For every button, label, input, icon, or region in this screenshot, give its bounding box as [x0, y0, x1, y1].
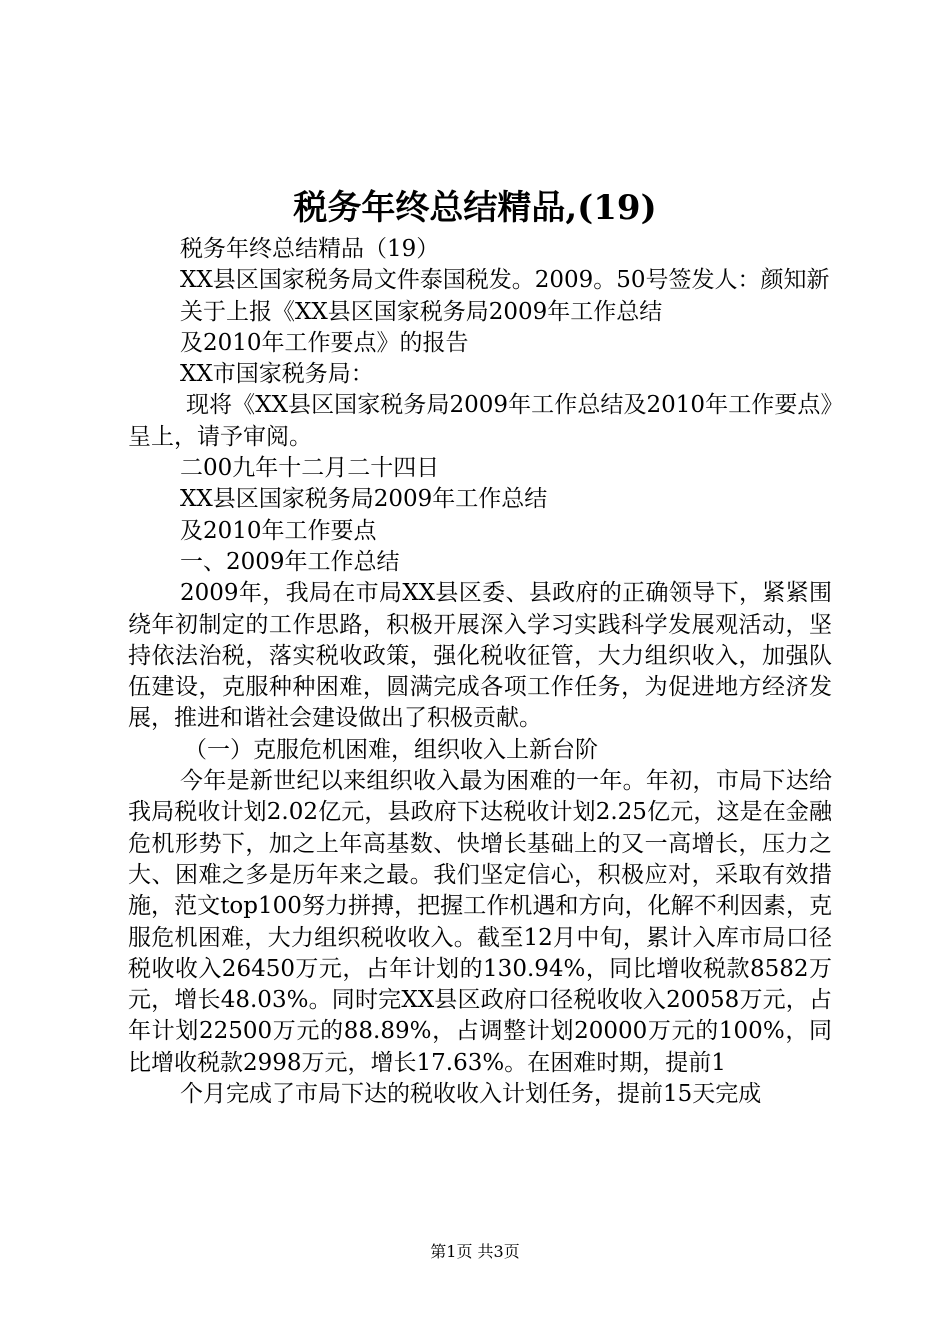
paragraph-summary-title-line2: 及2010年工作要点 [180, 517, 377, 544]
paragraph-section-heading: 一、2009年工作总结 [180, 548, 400, 575]
paragraph-report-title-line1: 关于上报《XX县区国家税务局2009年工作总结 [180, 298, 663, 325]
paragraph-summary-title-line1: XX县区国家税务局2009年工作总结 [180, 486, 548, 513]
page-footer: 第1页 共3页 [430, 1242, 520, 1261]
paragraph-subtitle: 税务年终总结精品（19） [180, 236, 440, 262]
paragraph-submission: 现将《XX县区国家税务局2009年工作总结及2010年工作要点》呈上，请予审阅。 [128, 392, 832, 450]
document-body [128, 234, 832, 1110]
paragraph-recipient: XX市国家税务局： [180, 361, 374, 388]
paragraph-report-title-line2: 及2010年工作要点》的报告 [180, 329, 469, 356]
paragraph-overview: 2009年，我局在市局XX县区委、县政府的正确领导下，紧紧围绕年初制定的工作思路，积极开展深入学习实践科学发展观活动，坚持依法治税，落实税收政策，强化税收征管，大力组织收入，加强队伍建设，克服种种困难，圆满完成各项工作任务，为促进地方经济发展，推进和谐社会建设做出了积极贡献。 [128, 580, 832, 732]
document-title: 税务年终总结精品,(19) [293, 188, 657, 228]
paragraph-date: 二00九年十二月二十四日 [180, 455, 440, 482]
paragraph-file-number: XX县区国家税务局文件泰国税发。2009。50号签发人：颜知新 [180, 267, 830, 294]
paragraph-continuation: 个月完成了市局下达的税收收入计划任务，提前15天完成 [180, 1081, 762, 1108]
paragraph-subsection-heading: （一）克服危机困难，组织收入上新台阶 [184, 736, 598, 763]
paragraph-revenue-detail: 今年是新世纪以来组织收入最为困难的一年。年初，市局下达给我局税收计划2.02亿元，县政府下达税收计划2.25亿元，这是在金融危机形势下，加之上年高基数、快增长基础上的又一高增长，压力之大、困难之多是历年来之最。我们坚定信心，积极应对，采取有效措施，范文top100努力拼搏，把握工作机遇和方向，化解不利因素，克服危机困难，大力组织税收收入。截至12月中旬，累计入库市局口径税收收入26450万元，占年计划的130.94%，同比增收税款8582万元，增长48.03%。同时完XX县区政府口径税收收入20058万元，占年计划22500万元的88.89%，占调整计划20000万元的100%，同比增收税款2998万元，增长17.63%。在困难时期，提前1 [128, 768, 832, 1076]
